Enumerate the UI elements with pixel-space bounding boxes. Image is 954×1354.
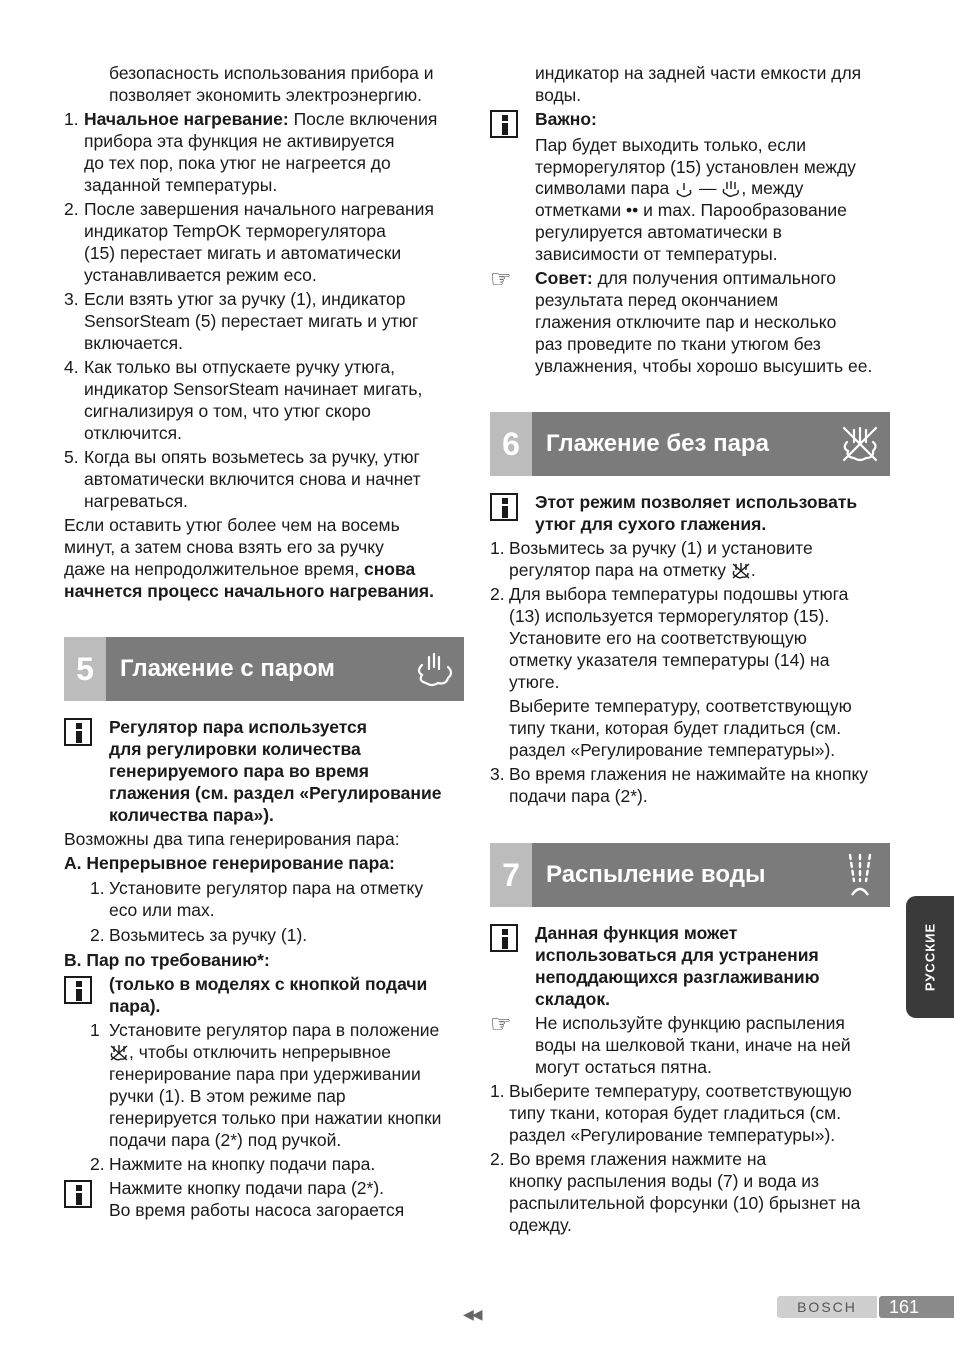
text-line: неподдающихся разглаживанию	[535, 967, 820, 987]
text-span: , чтобы отключить непрерывное	[129, 1042, 391, 1062]
text-span: —	[699, 178, 717, 198]
text-line: ручки (1). В этом режиме пар	[109, 1086, 346, 1106]
text-line: могут остаться пятна.	[535, 1057, 712, 1077]
language-label: РУССКИЕ	[922, 922, 938, 992]
list-number: 3.	[64, 289, 79, 309]
text-line: (13) используется терморегулятор (15).	[509, 606, 830, 626]
info-icon	[490, 110, 518, 138]
text-span: даже на непродолжительное время,	[64, 559, 364, 579]
text-line: индикатор на задней части емкости для	[535, 63, 862, 83]
section-number: 6	[490, 412, 532, 476]
list-number: 5.	[64, 447, 79, 467]
text-line: одежду.	[509, 1215, 572, 1235]
text-line: Во время глажения нажмите на	[509, 1149, 767, 1169]
pointing-hand-icon: ☞	[490, 1011, 512, 1038]
list-number: 2.	[490, 1149, 505, 1169]
note-heading: Важно:	[535, 109, 597, 129]
text-line: отметку указателя температуры (14) на	[509, 650, 830, 670]
list-number: 1	[90, 1020, 100, 1040]
list-number: 1.	[490, 538, 505, 558]
text-line: минут, а затем снова взять его за ручку	[64, 537, 384, 557]
section-title: Глажение без пара	[546, 430, 769, 457]
text-line: индикатор TempOK терморегулятора	[84, 221, 386, 241]
section-title: Распыление воды	[546, 861, 766, 888]
text-line: для регулировки количества	[109, 739, 361, 759]
text-line: Во время работы насоса загорается	[109, 1200, 405, 1220]
text-line: утюге.	[509, 672, 560, 692]
text-line: воды на шелковой ткани, иначе на ней	[535, 1035, 851, 1055]
no-steam-icon	[731, 562, 751, 580]
page-number: 161	[879, 1296, 954, 1318]
text-line: Как только вы отпускаете ручку утюга,	[84, 357, 395, 377]
text-line: Регулятор пара используется	[109, 717, 367, 737]
text-line: начнется процесс начального нагревания.	[64, 581, 434, 601]
text-line: отключится.	[84, 423, 182, 443]
text-line: распылительной форсунки (10) брызнет на	[509, 1193, 861, 1213]
text-line: использоваться для устранения	[535, 945, 819, 965]
section-number: 7	[490, 843, 532, 907]
text-line: подачи пара (2*) под ручкой.	[109, 1130, 342, 1150]
text-line: генерирование пара при удерживании	[109, 1064, 421, 1084]
text-line: прибора эта функция не активируется	[84, 131, 395, 151]
section-header-5	[64, 637, 464, 701]
text-line: Выберите температуру, соответствующую	[509, 1081, 852, 1101]
text-span: символами пара	[535, 178, 670, 198]
list-number: 1.	[490, 1081, 505, 1101]
text-line: регулятор пара на отметку .	[509, 560, 756, 580]
text-line: нагреваться.	[84, 491, 188, 511]
text-line: отметками •• и max. Парообразование	[535, 200, 847, 220]
text-line	[535, 177, 803, 199]
text-line: Нажмите кнопку подачи пара (2*).	[109, 1178, 385, 1198]
bold-span: снова	[364, 559, 416, 579]
pointing-hand-icon: ☞	[490, 266, 512, 293]
steam-icon	[410, 645, 458, 693]
text-span: После включения	[288, 109, 438, 129]
list-number: 2.	[490, 584, 505, 604]
text-line: Возьмитесь за ручку (1) и установите	[509, 538, 813, 558]
text-line: Если оставить утюг более чем на восемь	[64, 515, 400, 535]
text-line: количества пара»).	[109, 805, 274, 825]
language-tab	[906, 896, 954, 1018]
text-line: глажения отключите пар и несколько	[535, 312, 837, 332]
text-line: Для выбора температуры подошвы утюга	[509, 584, 849, 604]
text-line: Данная функция может	[535, 923, 738, 943]
text-line: (15) перестает мигать и автоматически	[84, 243, 402, 263]
text-line: eco или max.	[109, 900, 215, 920]
text-line: автоматически включится снова и начнет	[84, 469, 421, 489]
text-line: Возможны два типа генерирования пара:	[64, 829, 400, 849]
text-line: После завершения начального нагревания	[84, 199, 434, 219]
text-line	[535, 267, 836, 289]
text-line: заданной температуры.	[84, 175, 278, 195]
text-line: раздел «Регулирование температуры»).	[509, 740, 836, 760]
text-line: глажения (см. раздел «Регулирование	[109, 783, 442, 803]
text-line: раз проведите по ткани утюгом без	[535, 334, 821, 354]
list-number: 2.	[90, 1154, 105, 1174]
list-number: 2.	[90, 925, 105, 945]
text-line: Если взять утюг за ручку (1), индикатор	[84, 289, 406, 309]
text-line: Установите регулятор пара на отметку	[109, 878, 424, 898]
text-line: раздел «Регулирование температуры»).	[509, 1125, 836, 1145]
info-icon	[490, 924, 518, 952]
brand-label: BOSCH	[777, 1296, 877, 1318]
text-line: Когда вы опять возьметесь за ручку, утюг	[84, 447, 420, 467]
bold-label: Совет:	[535, 268, 593, 288]
text-line: зависимости от температуры.	[535, 244, 778, 264]
info-icon	[490, 493, 518, 521]
text-line: подачи пара (2*).	[509, 786, 648, 806]
text-line: индикатор SensorSteam начинает мигать,	[84, 379, 423, 399]
list-number: 2.	[64, 199, 79, 219]
text-line: терморегулятор (15) установлен между	[535, 157, 856, 177]
text-span: регулятор пара на отметку	[509, 560, 727, 580]
text-line: Возьмитесь за ручку (1).	[109, 925, 308, 945]
text-line: (только в моделях с кнопкой подачи	[109, 974, 428, 994]
water-spray-icon	[836, 851, 884, 899]
text-line: Нажмите на кнопку подачи пара.	[109, 1154, 376, 1174]
max-steam-icon	[721, 180, 741, 198]
text-line: Не используйте функцию распыления	[535, 1013, 845, 1033]
text-line: типу ткани, которая будет гладиться (см.	[509, 718, 842, 738]
text-line: позволяет экономить электроэнергию.	[109, 85, 422, 105]
text-line: сигнализируя о том, что утюг скоро	[84, 401, 371, 421]
section-header-7	[490, 843, 890, 907]
text-line: Выберите температуру, соответствующую	[509, 696, 852, 716]
list-number: 3.	[490, 764, 505, 784]
list-number: 4.	[64, 357, 79, 377]
text-line: SensorSteam (5) перестает мигать и утюг	[84, 311, 419, 331]
text-line: регулируется автоматически в	[535, 222, 782, 242]
subheading: B. Пар по требованию*:	[64, 950, 270, 970]
text-line: до тех пор, пока утюг не нагреется до	[84, 153, 391, 173]
info-icon	[64, 1180, 92, 1208]
section-number: 5	[64, 637, 106, 701]
text-span: для получения оптимального	[592, 268, 837, 288]
text-line: устанавливается режим eco.	[84, 265, 317, 285]
text-line: генерируется только при нажатии кнопки	[109, 1108, 442, 1128]
text-line: Установите регулятор пара в положение	[109, 1020, 440, 1040]
text-line: кнопку распыления воды (7) и вода из	[509, 1171, 820, 1191]
text-line: Во время глажения не нажимайте на кнопку	[509, 764, 869, 784]
subheading: A. Непрерывное генерирование пара:	[64, 853, 395, 873]
text-line: типу ткани, которая будет гладиться (см.	[509, 1103, 842, 1123]
text-line: утюг для сухого глажения.	[535, 514, 767, 534]
text-span: , между	[741, 178, 804, 198]
section-title: Глажение с паром	[120, 655, 335, 682]
text-line: увлажнения, чтобы хорошо высушить ее.	[535, 356, 873, 376]
text-line	[109, 1041, 391, 1063]
no-steam-icon	[109, 1044, 129, 1062]
nav-arrows-icon[interactable]: ◀◀	[463, 1306, 481, 1322]
text-line: включается.	[84, 333, 184, 353]
text-line: пара).	[109, 996, 161, 1016]
list-item	[84, 108, 437, 130]
text-line: Этот режим позволяет использовать	[535, 492, 858, 512]
low-steam-icon	[674, 180, 694, 198]
text-line: Установите его на соответствующую	[509, 628, 807, 648]
bold-label: Начальное нагревание:	[84, 109, 289, 129]
text-line: Пар будет выходить только, если	[535, 135, 806, 155]
text-line: генерируемого пара во время	[109, 761, 370, 781]
info-icon	[64, 976, 92, 1004]
text-line: безопасность использования прибора и	[109, 63, 434, 83]
list-number: 1.	[64, 109, 79, 129]
section-header-6	[490, 412, 890, 476]
text-line: складок.	[535, 989, 610, 1009]
list-number: 1.	[90, 878, 105, 898]
info-icon	[64, 718, 92, 746]
text-line: воды.	[535, 85, 582, 105]
text-line	[64, 558, 415, 580]
text-line: результата перед окончанием	[535, 290, 779, 310]
no-steam-icon	[836, 420, 884, 468]
